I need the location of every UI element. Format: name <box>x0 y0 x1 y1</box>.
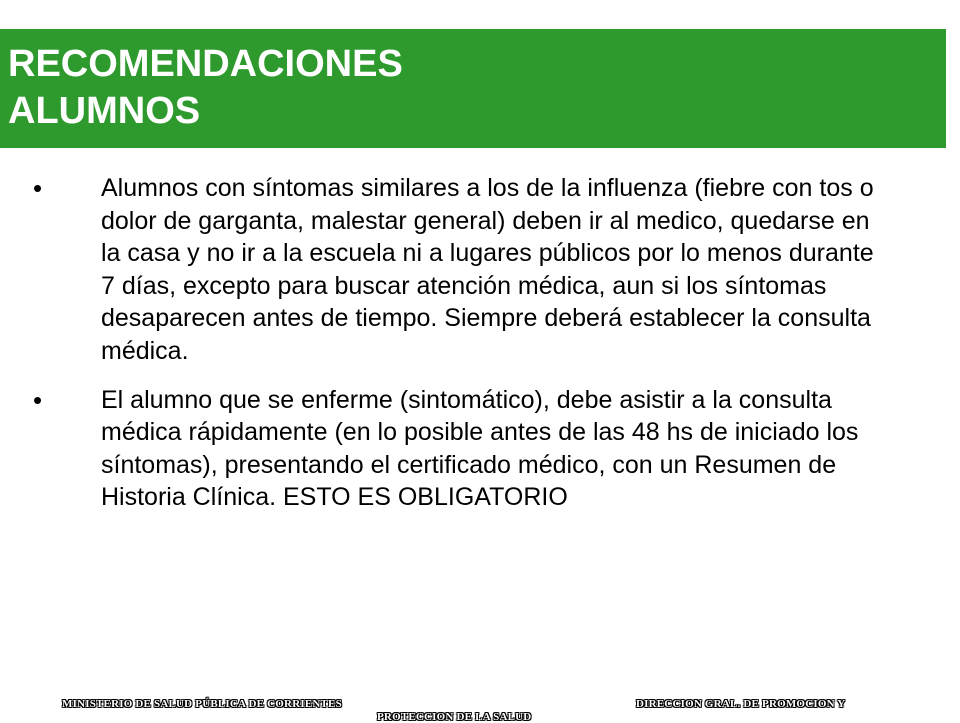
slide-title-line-2: ALUMNOS <box>8 90 201 132</box>
bullet-list <box>0 172 960 530</box>
bullet-marker: • <box>33 173 43 203</box>
footer-direction: DIRECCION GRAL. DE PROMOCION Y <box>636 698 846 710</box>
footer-protection: PROTECCION DE LA SALUD <box>377 711 532 723</box>
title-bar <box>0 29 946 148</box>
bullet-text: Alumnos con síntomas similares a los de la influenza (fiebre con tos o dolor de garganta, malestar general) deben ir al medico, quedarse en la casa y no ir a la escuela ni a lugares públicos por lo menos durante 7 días, excepto para buscar atención médica, aun si los síntomas desaparecen antes de tiempo. Siempre deberá establecer la consulta médica. <box>101 174 874 365</box>
bullet-item <box>0 384 960 514</box>
slide-title-line-1: RECOMENDACIONES <box>8 43 403 85</box>
bullet-marker: • <box>33 384 43 415</box>
footer-ministry: MINISTERIO DE SALUD PÚBLICA DE CORRIENTES <box>62 698 342 710</box>
bullet-text: El alumno que se enferme (sintomático), debe asistir a la consulta médica rápidamente (en lo posible antes de las 48 hs de iniciado los síntomas), presentando el certificado médico, con un Resumen de Historia Clínica. ESTO ES OBLIGATORIO <box>101 385 859 512</box>
bullet-item <box>0 172 960 368</box>
